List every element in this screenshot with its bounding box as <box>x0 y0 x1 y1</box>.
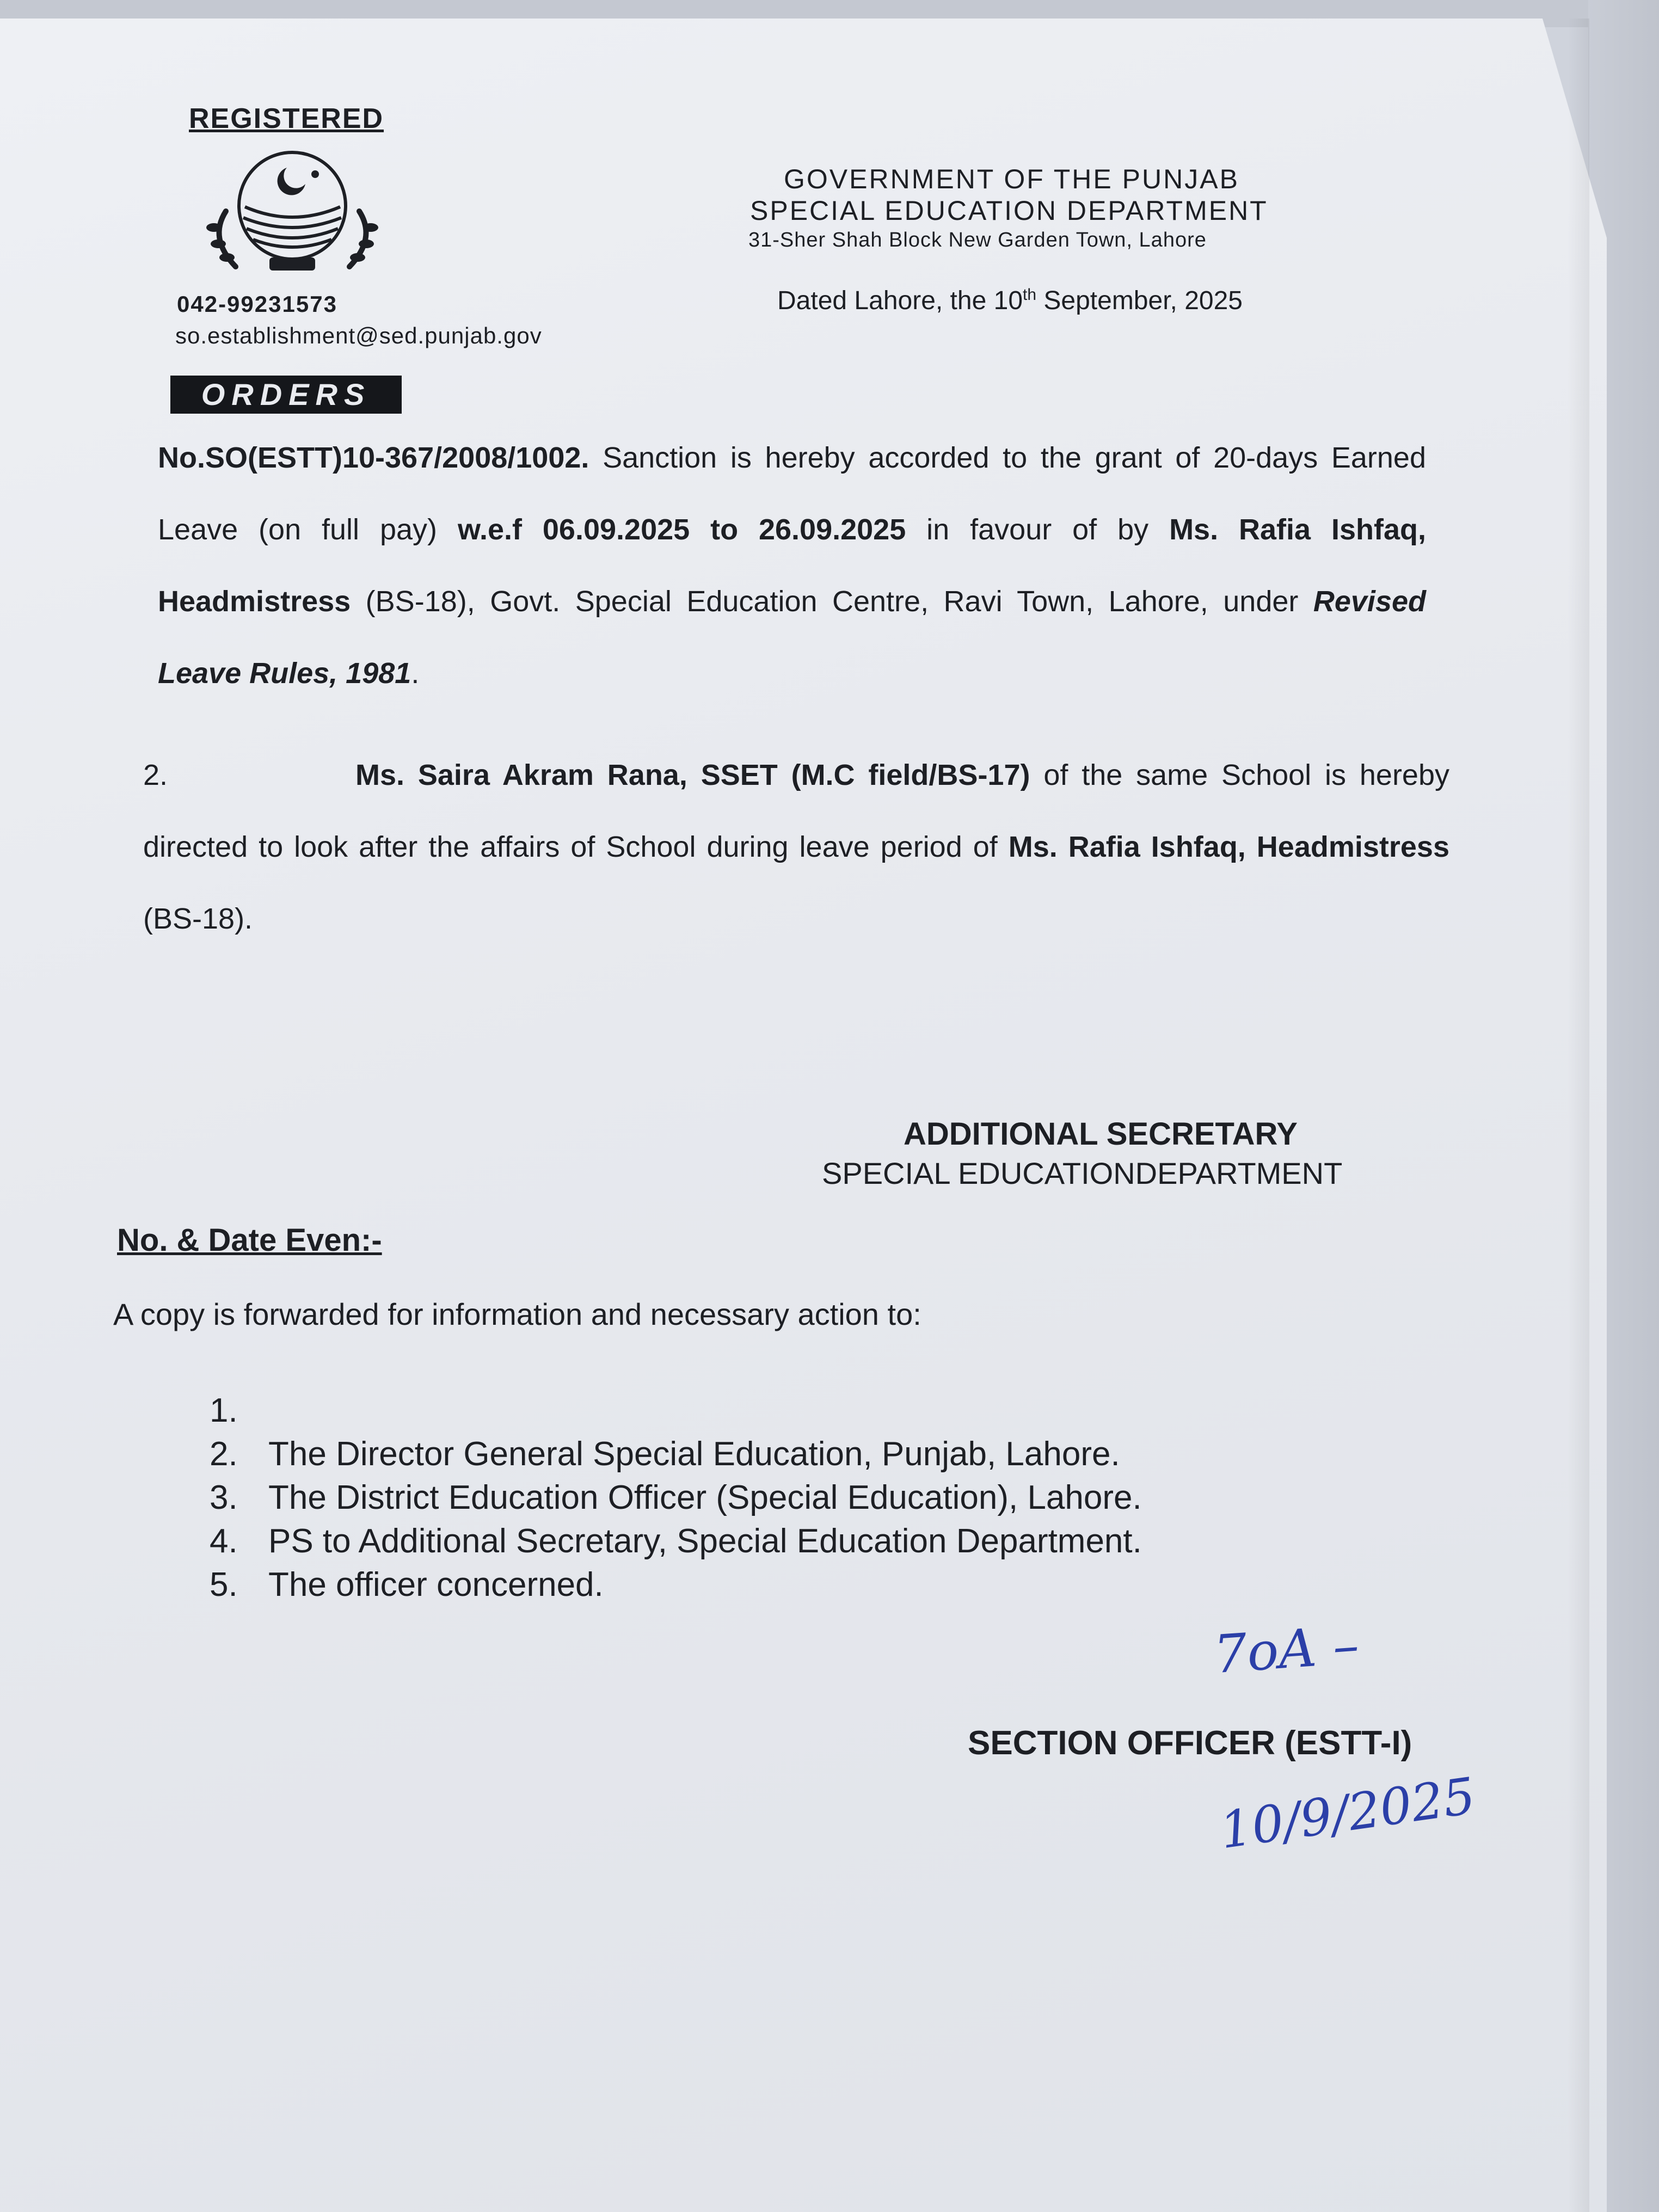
copy-forwarded-intro: A copy is forwarded for information and necessary action to: <box>113 1297 921 1331</box>
email-address: so.establishment@sed.punjab.gov <box>175 323 542 348</box>
department-address: 31-Sher Shah Block New Garden Town, Lahore <box>748 229 1207 251</box>
list-item: 4. PS to Additional Secretary, Special Education Department. <box>210 1522 1142 1560</box>
no-and-date-heading: No. & Date Even:- <box>117 1222 382 1258</box>
phone-number: 042-99231573 <box>177 291 337 317</box>
order-reference-number: No.SO(ESTT)10-367/2008/1002. <box>158 441 589 474</box>
officer-name: Ms. Rafia Ishfaq, Headmistress <box>1008 831 1449 863</box>
registered-label: REGISTERED <box>189 103 384 134</box>
dated-line: Dated Lahore, the 10th September, 2025 <box>777 286 1243 315</box>
punjab-emblem-icon <box>193 146 392 282</box>
list-item: 2. The Director General Special Education, Punjab, Lahore. <box>210 1435 1120 1473</box>
government-title: GOVERNMENT OF THE PUNJAB <box>784 164 1239 194</box>
leave-rules: Revised Leave Rules, 1981 <box>158 585 1426 690</box>
handwritten-date: 10/9/2025 <box>1216 1766 1479 1860</box>
section-officer-title: SECTION OFFICER (ESTT-I) <box>968 1724 1412 1762</box>
department-title: SPECIAL EDUCATION DEPARTMENT <box>750 195 1268 226</box>
leave-period: w.e.f 06.09.2025 to 26.09.2025 <box>457 513 906 546</box>
officer-name: Ms. Rafia Ishfaq, Headmistress <box>158 513 1426 618</box>
handwritten-signature: 7oA – <box>1212 1614 1361 1686</box>
list-item: 1. <box>210 1392 238 1429</box>
order-paragraph-2: 2. Ms. Saira Akram Rana, SSET (M.C field/BS-17) of the same School is hereby directed to look after the affairs of School during leave period of Ms. Rafia Ishfaq, Headmistress (BS-18). <box>143 739 1449 955</box>
orders-banner: ORDERS <box>170 376 402 414</box>
signatory-department: SPECIAL EDUCATIONDEPARTMENT <box>822 1156 1343 1190</box>
page-edge-shadow <box>1568 19 1589 2212</box>
order-paragraph-1: No.SO(ESTT)10-367/2008/1002. Sanction is hereby accorded to the grant of 20-days Earned Leave (on full pay) w.e.f 06.09.2025 to 26.09.2025 in favour of by Ms. Rafia Ishfaq, Headmistress (BS-18), Govt. Special Education Centre, Ravi Town, Lahore, under Revised Leave Rules, 1981. <box>158 441 1426 690</box>
look-after-officer-name: Ms. Saira Akram Rana, SSET (M.C field/BS-17) <box>355 759 1030 791</box>
list-item: 5. The officer concerned. <box>210 1566 604 1603</box>
distribution-list <box>210 1389 1142 1607</box>
paragraph-index: 2. <box>143 759 168 791</box>
signatory-title: ADDITIONAL SECRETARY <box>904 1116 1298 1152</box>
list-item: 3. The District Education Officer (Special Education), Lahore. <box>210 1479 1142 1516</box>
